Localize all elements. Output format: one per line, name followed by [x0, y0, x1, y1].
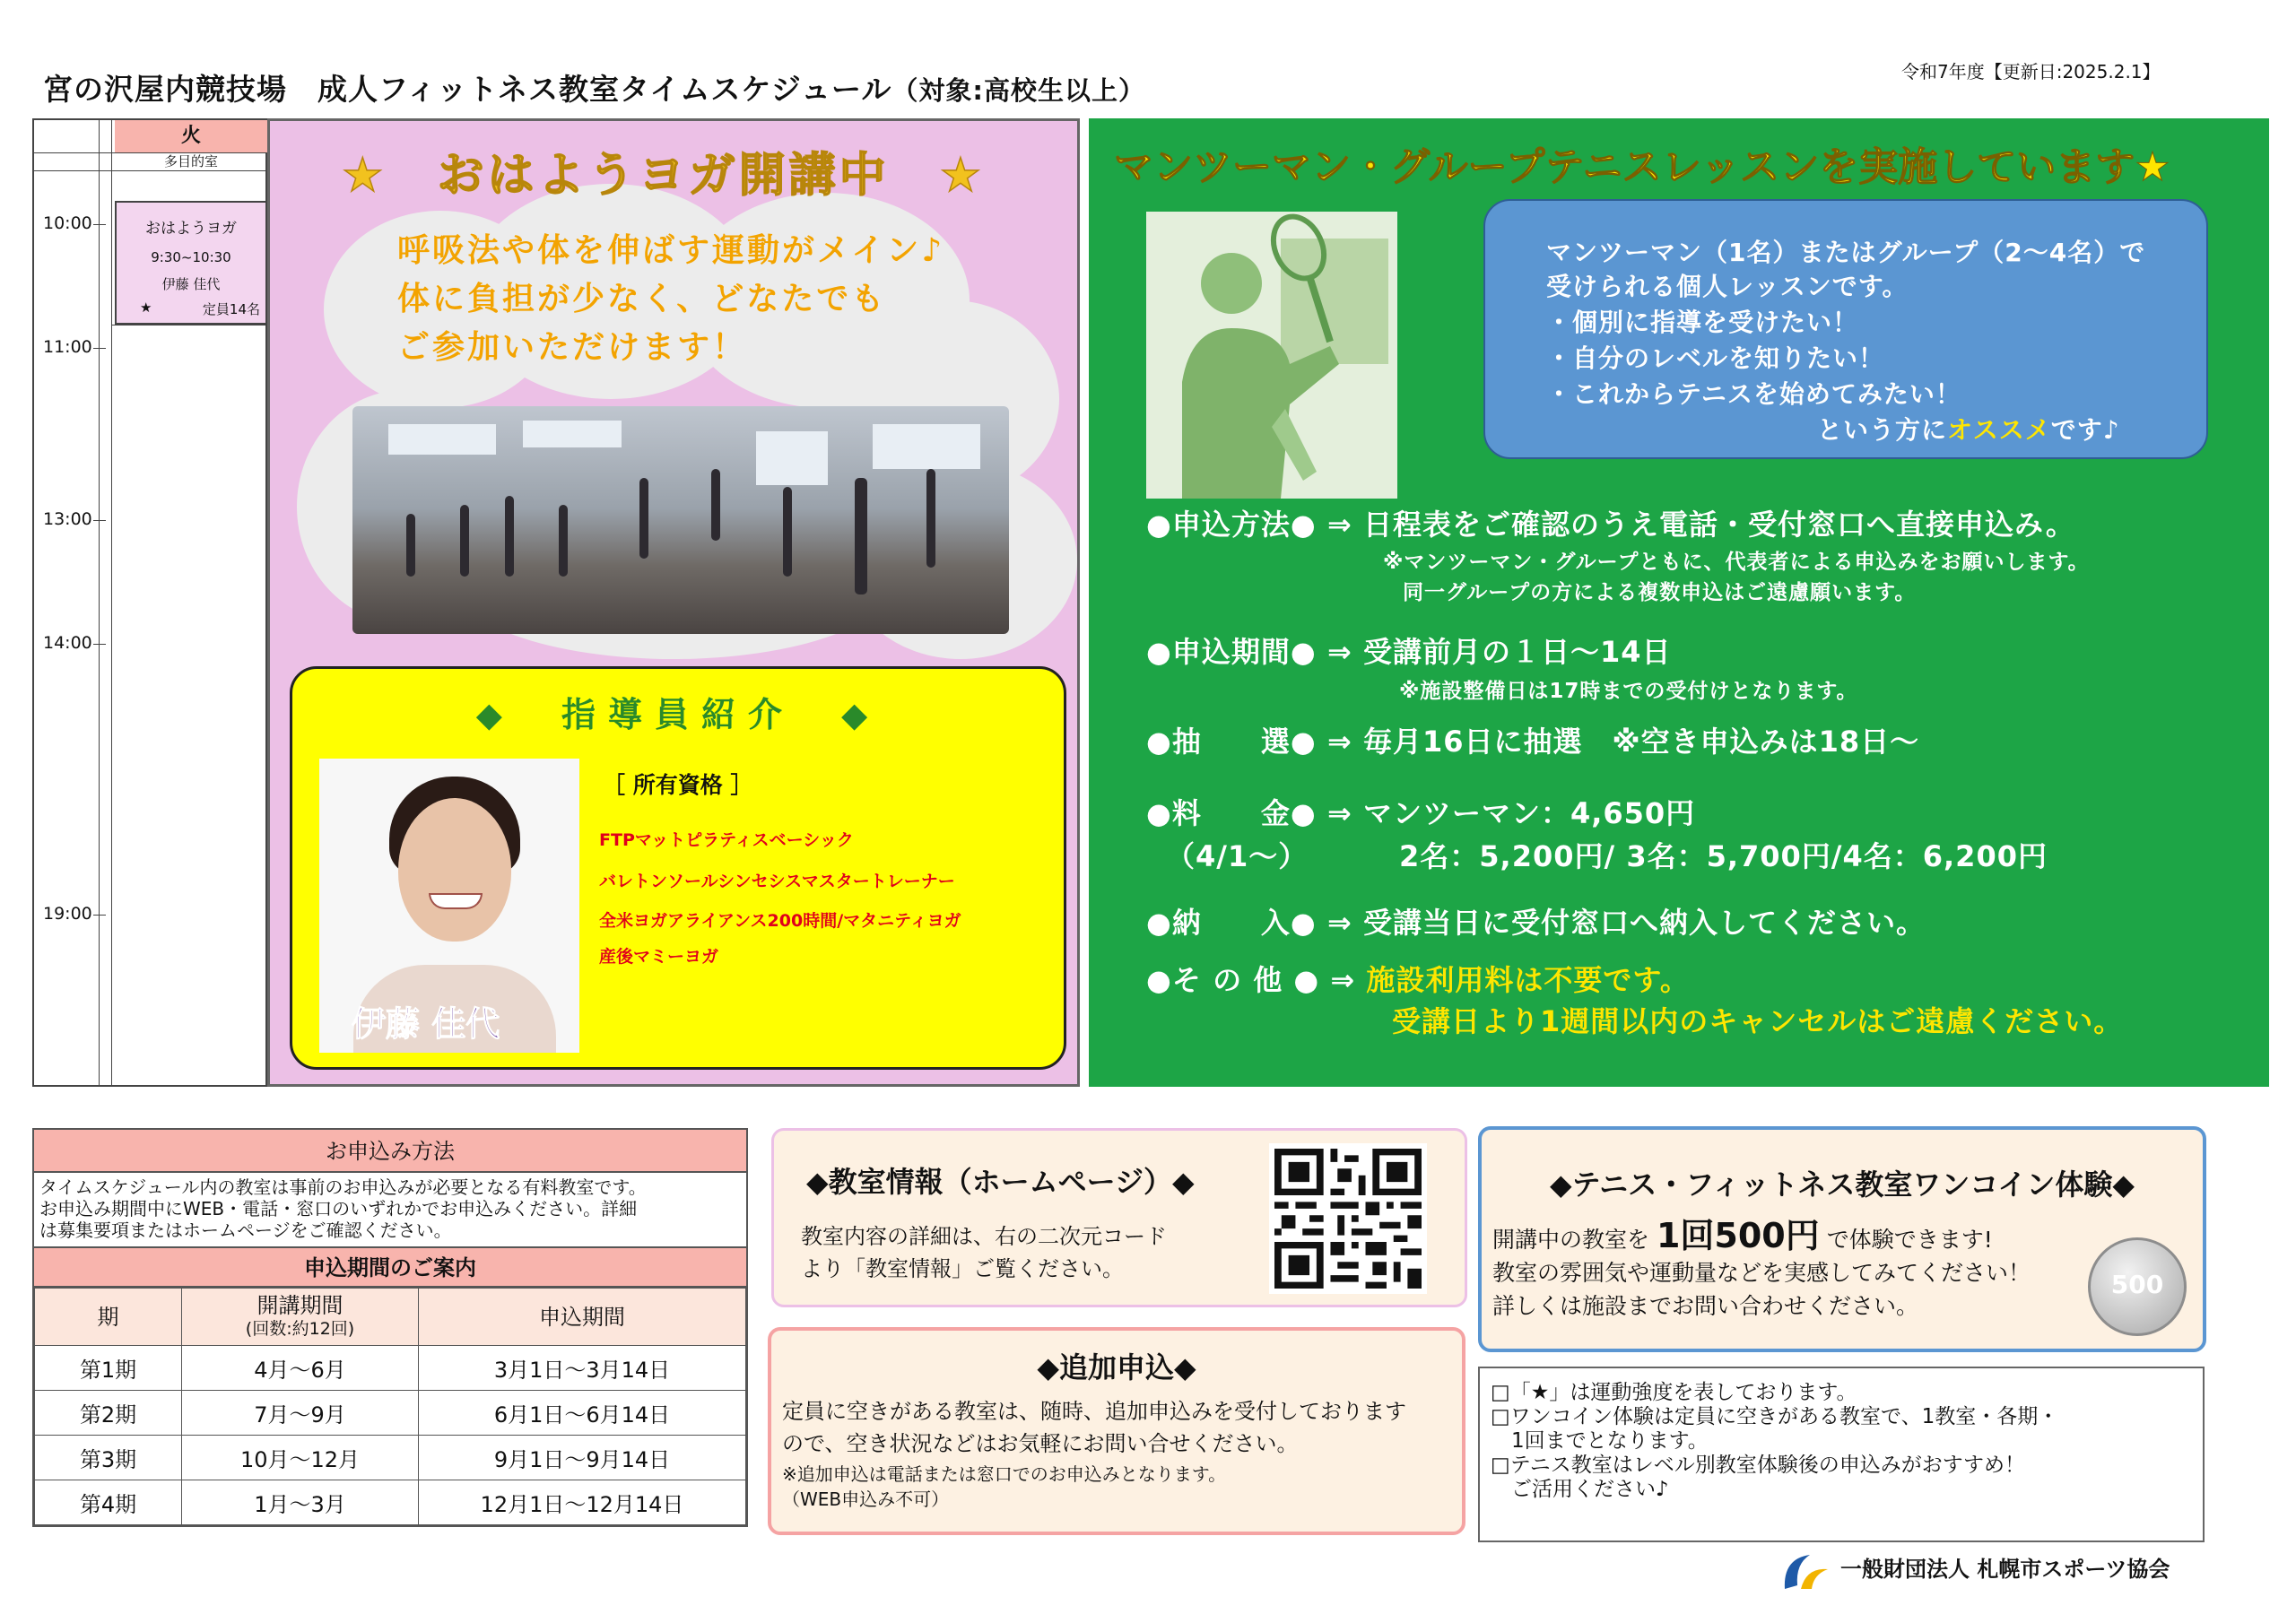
notes-box	[1478, 1367, 2205, 1542]
time-label: 11:00	[43, 337, 92, 357]
row-label: ●そ の 他 ●	[1146, 963, 1320, 997]
column-header	[182, 1289, 419, 1346]
yoga-description	[397, 227, 944, 372]
instructor-title: ◆ 指導員紹介 ◆	[475, 695, 881, 734]
grid-divider	[111, 120, 112, 1085]
table-cell: 3月1日～3月14日	[419, 1346, 746, 1391]
tennis-panel	[1089, 118, 2269, 1087]
table-cell: 1月～3月	[182, 1480, 419, 1525]
room-label: 多目的室	[163, 153, 218, 169]
table-cell: 第3期	[35, 1436, 182, 1480]
table-cell: 10月～12月	[182, 1436, 419, 1480]
additional-note-line: （WEB申込み不可）	[782, 1488, 950, 1510]
additional-note	[782, 1462, 1226, 1512]
table-row	[35, 1480, 746, 1525]
class-instructor: 伊藤 佳代	[161, 276, 221, 292]
note-line: □テニス教室はレベル別教室体験後の申込みがおすすめ！	[1491, 1454, 2026, 1477]
qualification-item: バレトンソールシンセシスマスタートレーナー	[599, 872, 955, 891]
column-header: 申込期間	[419, 1289, 746, 1346]
coin-text-line	[1492, 1216, 2031, 1256]
tennis-info-line: ・個別に指導を受けたい！	[1546, 308, 1859, 337]
photo-person	[460, 505, 469, 577]
column-header-text: 開講期間	[257, 1292, 344, 1318]
table-header-row	[35, 1289, 746, 1346]
photo-window	[388, 424, 496, 455]
update-date: 令和7年度【更新日:2025.2.1】	[1901, 61, 2161, 82]
coin-text-part: 開講中の教室を	[1492, 1227, 1650, 1253]
yoga-class-photo	[352, 406, 1009, 634]
photo-person	[926, 469, 935, 568]
column-header: 期	[35, 1289, 182, 1346]
apply-text	[34, 1173, 746, 1248]
time-tick	[93, 348, 106, 349]
table-cell: 第2期	[35, 1391, 182, 1436]
note-line: 1回までとなります。	[1491, 1429, 1709, 1453]
tennis-info-line: ・自分のレベルを知りたい！	[1546, 343, 1885, 373]
photo-person	[711, 469, 720, 541]
coin-heading: ◆テニス・フィットネス教室ワンコイン体験◆	[1549, 1167, 2135, 1202]
additional-application-box	[768, 1327, 1465, 1535]
additional-note-line: ※追加申込は電話または窓口でのお申込みとなります。	[782, 1463, 1227, 1485]
instructor-card	[290, 666, 1066, 1070]
additional-text-line: 定員に空きがある教室は、随時、追加申込みを受付しております	[782, 1399, 1406, 1424]
tennis-row-apply-method	[1146, 502, 2075, 543]
time-label: 19:00	[43, 904, 92, 924]
instructor-photo	[319, 759, 579, 1053]
qualification-item: 産後マミーヨガ	[599, 947, 719, 967]
tennis-row-payment	[1146, 900, 1926, 942]
day-header: 火	[115, 120, 267, 152]
coin-text-line: 教室の雰囲気や運動量などを実感してみてください！	[1492, 1260, 2031, 1286]
portrait-face	[398, 798, 511, 942]
coin-text	[1492, 1216, 2031, 1323]
row-text: ⇒ 受講前月の１日～14日	[1327, 635, 1672, 669]
tennis-info-box	[1483, 199, 2208, 459]
qr-code-icon	[1274, 1149, 1422, 1289]
yoga-desc-line: 呼吸法や体を伸ばす運動がメイン♪	[397, 232, 945, 269]
tennis-player-illustration	[1146, 212, 1397, 499]
time-label: 13:00	[43, 509, 92, 529]
apply-text-line: お申込み期間中にWEB・電話・窓口のいずれかでお申込みください。詳細	[39, 1198, 638, 1219]
photo-window	[523, 421, 622, 447]
additional-text-line: ので、空き状況などはお気軽にお問い合せください。	[782, 1431, 1299, 1456]
tennis-info-line	[1817, 411, 2120, 447]
tennis-fee-date: （4/1～）	[1166, 839, 1309, 873]
org-name: 一般財団法人 札幌市スポーツ協会	[1840, 1557, 2170, 1582]
column-header-sub: (回数:約12回)	[245, 1318, 355, 1339]
row-label: ●料 金●	[1146, 796, 1317, 830]
row-label: ●申込期間●	[1146, 635, 1317, 669]
tennis-row-other	[1146, 958, 1690, 999]
photo-window	[873, 424, 980, 469]
row-text: ⇒ 受講当日に受付窓口へ納入してください。	[1327, 906, 1926, 940]
table-cell: 12月1日～12月14日	[419, 1480, 746, 1525]
photo-window	[756, 431, 828, 485]
photo-person	[783, 487, 792, 577]
class-entry-yoga[interactable]	[115, 201, 267, 325]
qualification-heading: ［ 所有資格 ］	[603, 772, 753, 798]
apply-text-line: タイムスケジュール内の教室は事前のお申込みが必要となる有料教室です。	[39, 1176, 647, 1198]
tennis-info-text: という方に	[1817, 415, 1948, 445]
one-coin-trial-box	[1478, 1126, 2206, 1352]
portrait-smile	[429, 893, 483, 909]
schedule-grid	[32, 118, 267, 1087]
row-label: ●納 入●	[1146, 906, 1317, 940]
table-cell: 第4期	[35, 1480, 182, 1525]
homepage-text-line: より「教室情報」ご覧ください。	[801, 1256, 1124, 1281]
homepage-heading: ◆教室情報（ホームページ）◆	[806, 1165, 1195, 1199]
photo-person	[639, 478, 648, 559]
apply-heading: お申込み方法	[34, 1130, 746, 1173]
time-tick	[93, 644, 106, 645]
qualification-item: 全米ヨガアライアンス200時間/マタニティヨガ	[599, 911, 961, 931]
tennis-fee-group: 2名：5,200円/ 3名：5,700円/4名：6,200円	[1399, 839, 2048, 873]
page-title	[43, 66, 1145, 108]
homepage-info-box	[771, 1128, 1467, 1307]
yoga-title: ★ おはようヨガ開講中 ★	[342, 149, 986, 203]
class-capacity: 定員14名	[202, 301, 260, 317]
row-text: ⇒	[1330, 963, 1356, 997]
title-main: 宮の沢屋内競技場 成人フィットネス教室タイムスケジュール	[43, 72, 892, 107]
additional-heading: ◆追加申込◆	[1037, 1350, 1196, 1384]
photo-person	[855, 478, 867, 595]
table-cell: 6月1日～6月14日	[419, 1391, 746, 1436]
grid-divider	[99, 120, 100, 1085]
qr-code[interactable]	[1269, 1143, 1427, 1294]
yoga-panel	[267, 118, 1080, 1087]
tennis-note: 同一グループの方による複数申込はご遠慮願います。	[1403, 581, 1917, 604]
table-cell: 4月～6月	[182, 1346, 419, 1391]
tennis-other-text: 受講日より1週間以内のキャンセルはご遠慮ください。	[1392, 1004, 2124, 1038]
time-label: 14:00	[43, 633, 92, 653]
table-cell: 第1期	[35, 1346, 182, 1391]
row-text: ⇒ 毎月16日に抽選 ※空き申込みは18日～	[1327, 725, 1920, 759]
apply-text-line: は募集要項またはホームページをご確認ください。	[39, 1219, 452, 1241]
coin-price: 1回500円	[1656, 1216, 1820, 1255]
row-label: ●申込方法●	[1146, 508, 1317, 542]
qualification-item: FTPマットピラティスベーシック	[599, 830, 854, 850]
table-row	[35, 1391, 746, 1436]
tennis-title: マンツーマン・グループテニスレッスンを実施しています★	[1114, 144, 2170, 190]
instructor-name: 伊藤 佳代	[352, 1004, 500, 1044]
tennis-other-text: 施設利用料は不要です。	[1366, 963, 1690, 997]
class-name: おはようヨガ	[145, 220, 237, 238]
note-line: □「★」は運動強度を表しております。	[1491, 1381, 1857, 1404]
tennis-info-line: 受けられる個人レッスンです。	[1546, 272, 1909, 301]
tennis-info-highlight: オススメ	[1947, 415, 2051, 445]
note-line: □ワンコイン体験は定員に空きがある教室で、1教室・各期・	[1491, 1405, 2059, 1428]
application-table	[32, 1128, 748, 1527]
title-sub: （対象:高校生以上）	[891, 75, 1145, 106]
homepage-text-line: 教室内容の詳細は、右の二次元コード	[801, 1224, 1167, 1249]
tennis-row-apply-period	[1146, 629, 1672, 671]
row-text: ⇒ 日程表をご確認のうえ電話・受付窓口へ直接申込み。	[1327, 508, 2075, 542]
photo-person	[559, 505, 568, 577]
row-text: ⇒ マンツーマン：4,650円	[1327, 796, 1696, 830]
coin-text-part: で体験できます!	[1826, 1227, 1993, 1253]
period-heading: 申込期間のご案内	[34, 1248, 746, 1288]
yoga-desc-line: 体に負担が少なく、どなたでも	[397, 281, 887, 317]
class-intensity: ★	[140, 299, 152, 316]
yoga-desc-line: ご参加いただけます！	[397, 329, 748, 366]
tennis-info-text: です♪	[2050, 415, 2120, 445]
row-label: ●抽 選●	[1146, 725, 1317, 759]
homepage-text	[801, 1220, 1167, 1285]
table-row	[35, 1436, 746, 1480]
time-label: 10:00	[43, 213, 92, 233]
tennis-info-line: ・これからテニスを始めてみたい！	[1546, 379, 1961, 409]
org-logo-icon	[1779, 1549, 1831, 1593]
tennis-info-line: マンツーマン（1名）またはグループ（2～4名）で	[1546, 238, 2146, 267]
tennis-row-fee	[1146, 791, 1695, 832]
coin-500-icon: 500	[2088, 1237, 2187, 1336]
grid-line	[34, 170, 265, 171]
class-time: 9:30~10:30	[151, 249, 231, 265]
table-row	[35, 1346, 746, 1391]
tennis-player-icon	[1146, 212, 1397, 499]
table-cell: 9月1日～9月14日	[419, 1436, 746, 1480]
tennis-note: ※マンツーマン・グループともに、代表者による申込みをお願いします。	[1383, 551, 2090, 574]
photo-person	[406, 514, 415, 577]
tennis-row-lottery	[1146, 719, 1919, 760]
additional-text	[782, 1395, 1406, 1460]
time-tick	[93, 224, 106, 225]
table-cell: 7月～9月	[182, 1391, 419, 1436]
time-tick	[93, 520, 106, 521]
photo-person	[505, 496, 514, 577]
coin-text-line: 詳しくは施設までお問い合わせください。	[1492, 1293, 1919, 1319]
note-line: ご活用ください♪	[1491, 1478, 1669, 1501]
period-table	[34, 1288, 746, 1525]
tennis-note: ※施設整備日は17時までの受付けとなります。	[1399, 680, 1858, 703]
time-tick	[93, 915, 106, 916]
